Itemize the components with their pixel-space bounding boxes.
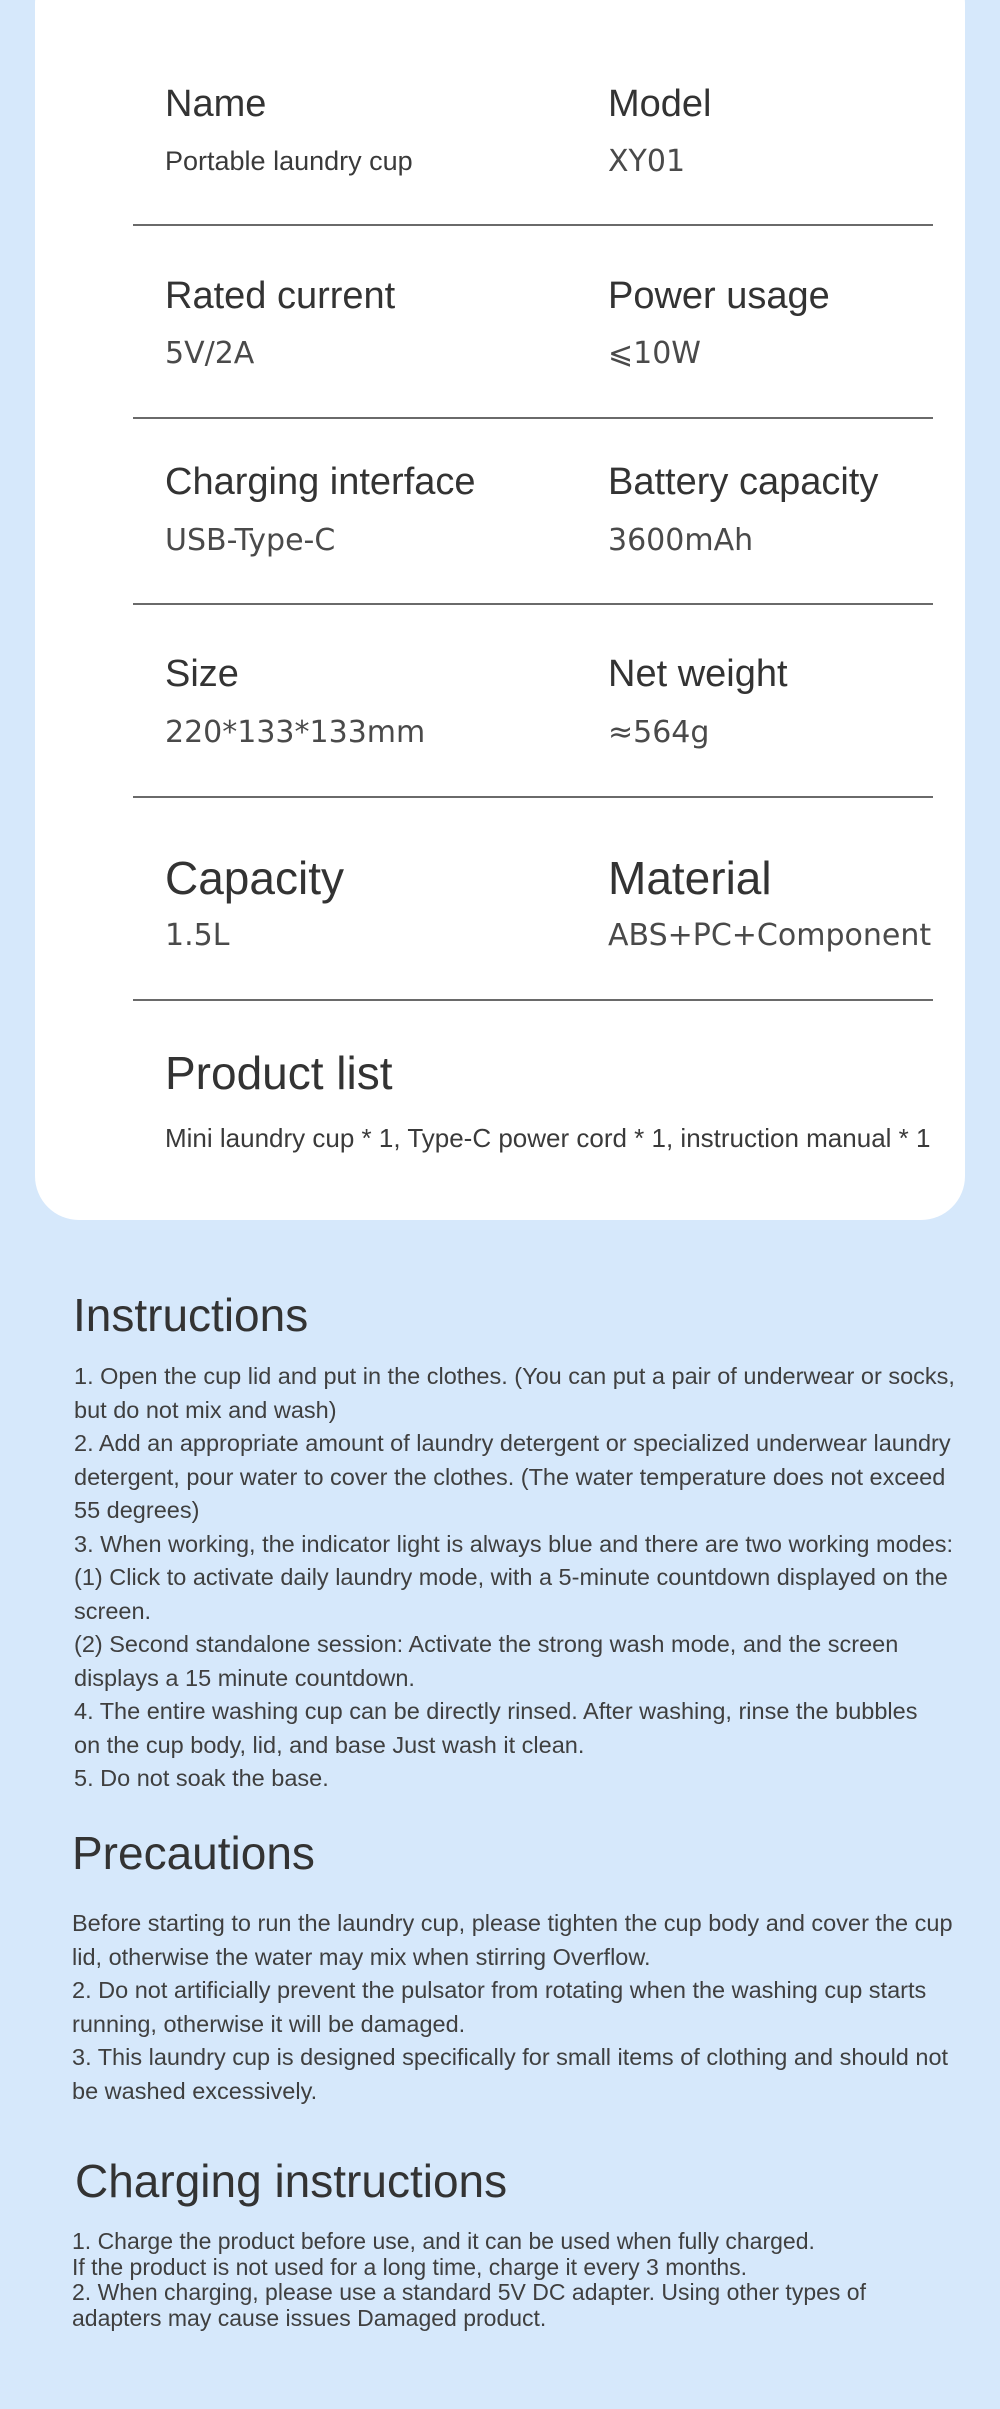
- spec-value: 3600mAh: [608, 523, 754, 558]
- instructions-title: Instructions: [73, 1289, 309, 1341]
- spec-value: 5V/2A: [165, 336, 255, 371]
- spec-row: [133, 0, 933, 226]
- spec-value: USB-Type-C: [165, 523, 336, 558]
- spec-row-product-list: [133, 1001, 933, 1201]
- spec-label: Net weight: [608, 653, 788, 695]
- charging-line: 2. When charging, please use a standard 5V DC adapter. Using other types of: [72, 2279, 866, 2305]
- charging-line: 1. Charge the product before use, and it can be used when fully charged.: [72, 2228, 815, 2254]
- spec-label: Product list: [165, 1047, 393, 1099]
- instructions-line: 55 degrees): [74, 1497, 200, 1523]
- spec-label: Power usage: [608, 275, 830, 317]
- precautions-title: Precautions: [72, 1827, 315, 1879]
- precautions-line: running, otherwise it will be damaged.: [72, 2010, 466, 2037]
- spec-value: ≈564g: [608, 715, 710, 750]
- spec-value: ⩽10W: [608, 336, 701, 371]
- instructions-line: 4. The entire washing cup can be directly rinsed. After washing, rinse the bubbles: [74, 1698, 918, 1724]
- charging-line: adapters may cause issues Damaged product.: [72, 2304, 547, 2331]
- spec-label: Name: [165, 83, 267, 125]
- spec-card: [35, 0, 965, 1220]
- charging-body: [72, 2229, 972, 2331]
- instructions-line: 2. Add an appropriate amount of laundry detergent or specialized underwear laundry: [74, 1430, 951, 1456]
- spec-label: Size: [165, 653, 239, 695]
- instructions-line: (2) Second standalone session: Activate the strong wash mode, and the screen: [74, 1631, 899, 1657]
- spec-label: Capacity: [165, 852, 344, 904]
- instructions-line: 1. Open the cup lid and put in the clothes. (You can put a pair of underwear or socks,: [74, 1363, 955, 1389]
- precautions-line: be washed excessively.: [72, 2077, 318, 2104]
- spec-row: [133, 798, 933, 1001]
- spec-value: 220*133*133mm: [165, 715, 426, 750]
- instructions-line: 5. Do not soak the base.: [74, 1765, 329, 1791]
- spec-value: Mini laundry cup * 1, Type-C power cord * 1, instruction manual * 1: [165, 1123, 931, 1153]
- spec-row: [133, 226, 933, 419]
- spec-label: Rated current: [165, 275, 396, 317]
- charging-line: If the product is not used for a long time, charge it every 3 months.: [72, 2253, 748, 2280]
- spec-label: Material: [608, 852, 772, 904]
- instructions-body: [74, 1360, 974, 1796]
- precautions-line: 3. This laundry cup is designed specifically for small items of clothing and should not: [72, 2044, 949, 2070]
- spec-value: Portable laundry cup: [165, 146, 413, 176]
- instructions-line: (1) Click to activate daily laundry mode, with a 5-minute countdown displayed on the: [74, 1564, 948, 1590]
- precautions-line: Before starting to run the laundry cup, please tighten the cup body and cover the cup: [72, 1910, 953, 1936]
- precautions-line: 2. Do not artificially prevent the pulsator from rotating when the washing cup starts: [72, 1977, 927, 2003]
- spec-value: 1.5L: [165, 918, 230, 953]
- spec-label: Charging interface: [165, 461, 476, 503]
- spec-value: ABS+PC+Component: [608, 918, 932, 953]
- instructions-line: 3. When working, the indicator light is always blue and there are two working modes:: [74, 1530, 954, 1557]
- instructions-line: on the cup body, lid, and base Just wash it clean.: [74, 1731, 585, 1758]
- instructions-line: screen.: [74, 1597, 152, 1624]
- instructions-line: detergent, pour water to cover the clothes. (The water temperature does not exceed: [74, 1463, 946, 1490]
- instructions-line: displays a 15 minute countdown.: [74, 1664, 415, 1691]
- precautions-line: lid, otherwise the water may mix when stirring Overflow.: [72, 1943, 651, 1970]
- spec-label: Battery capacity: [608, 461, 879, 503]
- spec-value: XY01: [608, 144, 686, 179]
- precautions-body: [72, 1907, 972, 2108]
- charging-title: Charging instructions: [75, 2155, 508, 2207]
- instructions-line: but do not mix and wash): [74, 1396, 337, 1423]
- spec-row: [133, 605, 933, 798]
- spec-row: [133, 419, 933, 605]
- spec-label: Model: [608, 83, 712, 125]
